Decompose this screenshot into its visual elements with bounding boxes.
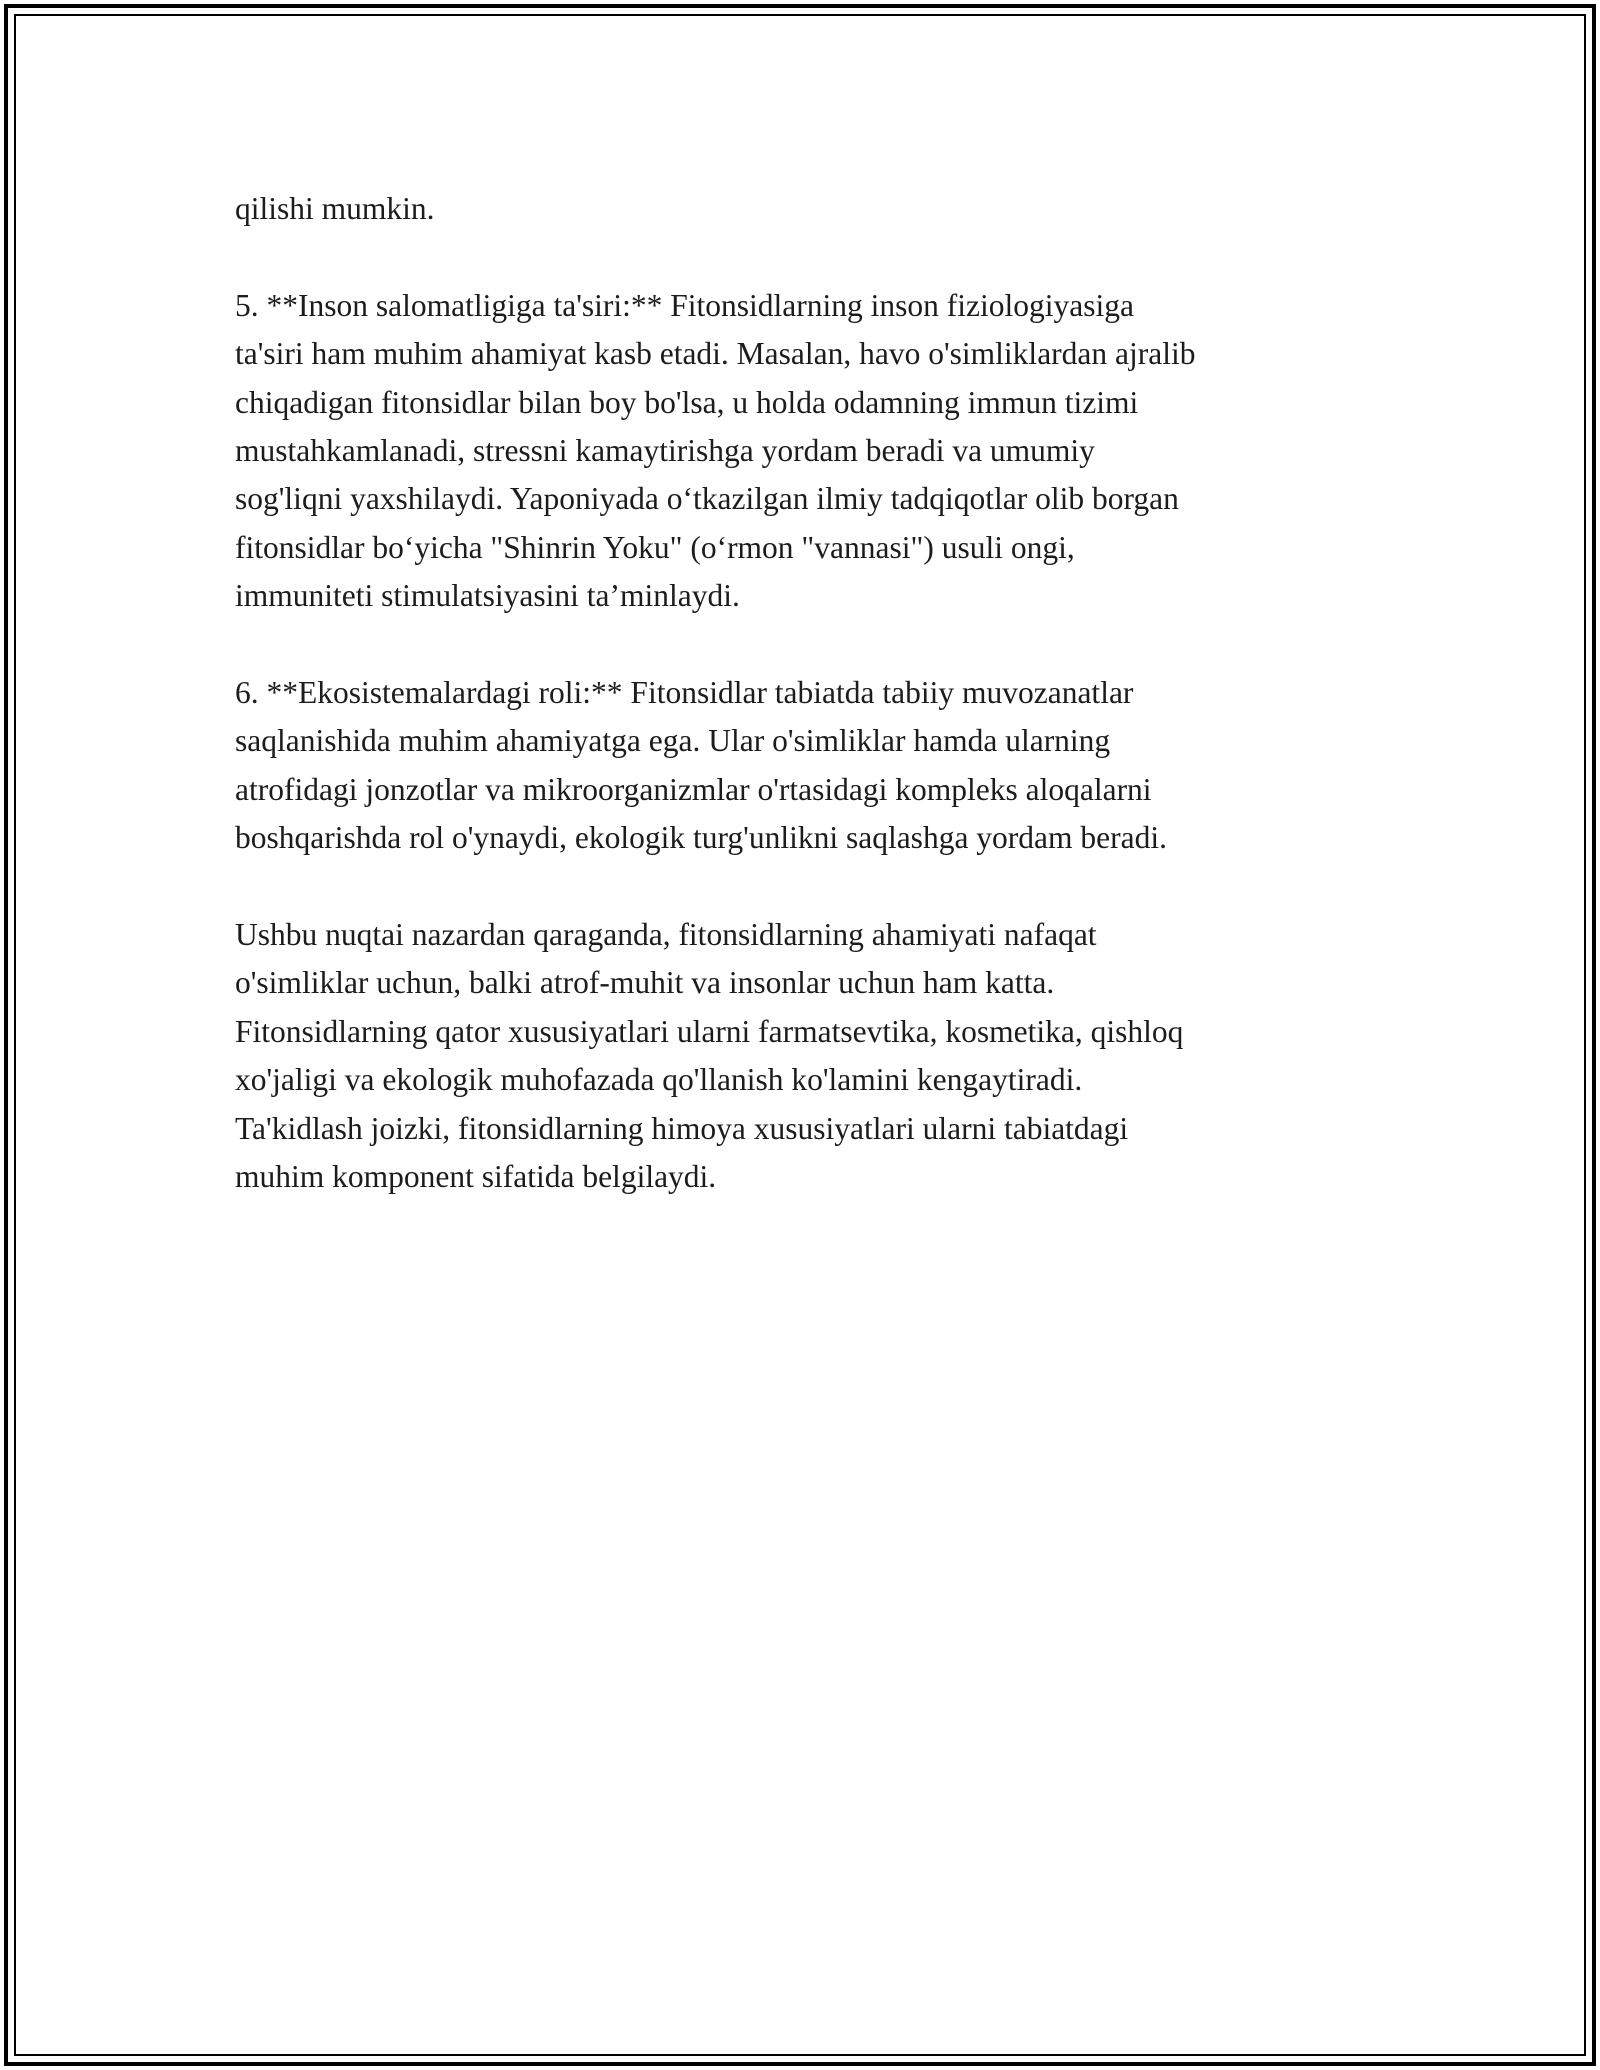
text-line: xo'jaligi va ekologik muhofazada qo'llanish ko'lamini kengaytiradi. <box>235 1062 1083 1098</box>
text-line: 6. **Ekosistemalardagi roli:** Fitonsidlar tabiatda tabiiy muvozanatlar <box>235 675 1134 711</box>
paragraph-conclusion <box>235 911 1395 1201</box>
text-line: atrofidagi jonzotlar va mikroorganizmlar o'rtasidagi kompleks aloqalarni <box>235 771 1152 807</box>
text-line: boshqarishda rol o'ynaydi, ekologik turg'unlikni saqlashga yordam beradi. <box>235 820 1167 856</box>
text-line: saqlanishida muhim ahamiyatga ega. Ular o'simliklar hamda ularning <box>235 723 1111 759</box>
text-line: o'simliklar uchun, balki atrof-muhit va insonlar uchun ham katta. <box>235 965 1055 1001</box>
text-line: mustahkamlanadi, stressni kamaytirishga yordam beradi va umumiy <box>235 433 1095 469</box>
text-line: Fitonsidlarning qator xususiyatlari ularni farmatsevtika, kosmetika, qishloq <box>235 1013 1184 1049</box>
document-body <box>235 185 1395 1250</box>
text-line: qilishi mumkin. <box>235 191 435 226</box>
text-line: sog'liqni yaxshilaydi. Yaponiyada o‘tkazilgan ilmiy tadqiqotlar olib borgan <box>235 481 1179 517</box>
text-line: fitonsidlar bo‘yicha "Shinrin Yoku" (o‘rmon "vannasi") usuli ongi, <box>235 529 1075 565</box>
text-line: ta'siri ham muhim ahamiyat kasb etadi. Masalan, havo o'simliklardan ajralib <box>235 336 1196 372</box>
text-line: chiqadigan fitonsidlar bilan boy bo'lsa, u holda odamning immun tizimi <box>235 384 1139 420</box>
text-line: 5. **Inson salomatligiga ta'siri:** Fitonsidlarning inson fiziologiyasiga <box>235 287 1134 323</box>
text-line: muhim komponent sifatida belgilaydi. <box>235 1159 717 1195</box>
text-line: immuniteti stimulatsiyasini ta’minlaydi. <box>235 578 740 614</box>
paragraph-health-effects <box>235 282 1395 621</box>
text-line: Ushbu nuqtai nazardan qaraganda, fitonsidlarning ahamiyati nafaqat <box>235 917 1097 953</box>
paragraph-continuation <box>235 185 1395 233</box>
text-line: Ta'kidlash joizki, fitonsidlarning himoya xususiyatlari ularni tabiatdagi <box>235 1110 1129 1146</box>
paragraph-ecosystem-role <box>235 669 1395 863</box>
